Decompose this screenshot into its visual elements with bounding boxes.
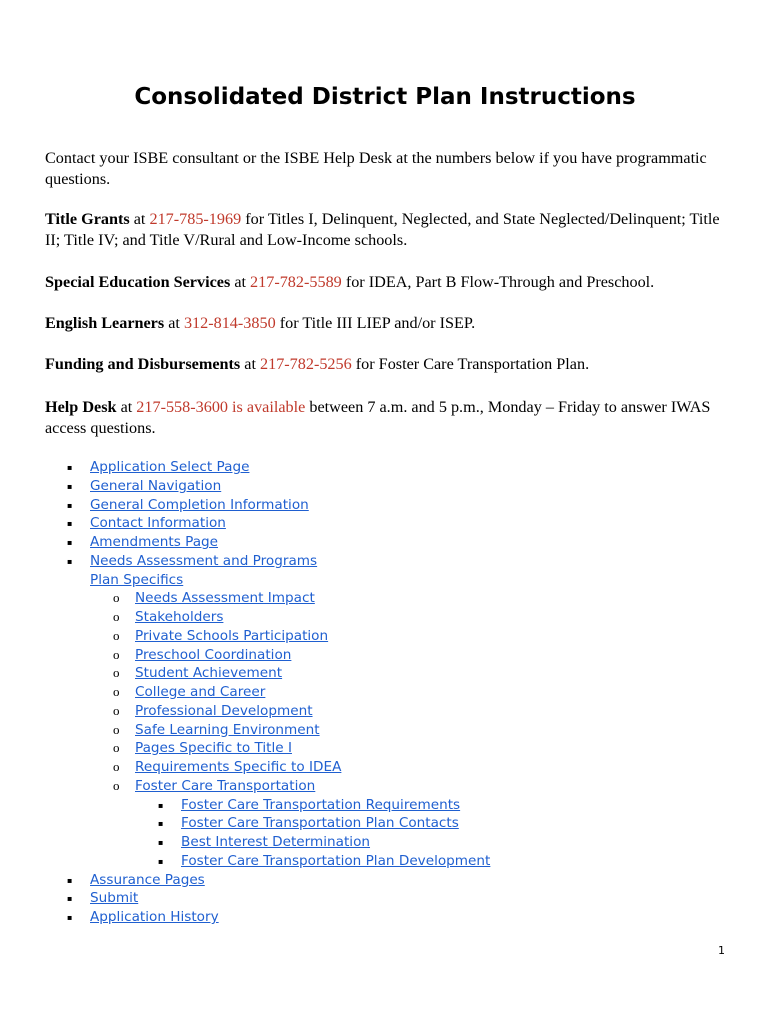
funding-at: at xyxy=(240,355,260,373)
square-bullet-icon: ▪ xyxy=(67,556,73,566)
circle-bullet-icon: o xyxy=(113,665,120,681)
square-bullet-icon: ▪ xyxy=(158,819,164,829)
link-assurance-pages[interactable]: Assurance Pages xyxy=(90,871,205,888)
link-preschool-coordination[interactable]: Preschool Coordination xyxy=(135,646,292,663)
list-item xyxy=(0,608,770,627)
circle-bullet-icon: o xyxy=(113,777,120,793)
link-general-completion-information[interactable]: General Completion Information xyxy=(90,496,309,513)
list-item xyxy=(0,721,770,740)
list-item xyxy=(0,664,770,683)
helpdesk-at: at xyxy=(116,398,137,416)
link-professional-development[interactable]: Professional Development xyxy=(135,702,313,719)
sped-phone: 217-782-5589 xyxy=(250,273,342,291)
sped-paragraph xyxy=(45,272,735,293)
helpdesk-label: Help Desk xyxy=(45,398,117,416)
list-item xyxy=(0,571,770,590)
circle-bullet-icon: o xyxy=(113,702,120,718)
link-student-achievement[interactable]: Student Achievement xyxy=(135,665,283,682)
list-item xyxy=(0,552,770,571)
square-bullet-icon: ▪ xyxy=(158,838,164,847)
funding-label: Funding and Disbursements xyxy=(45,355,241,373)
square-bullet-icon: ▪ xyxy=(67,538,73,547)
list-item xyxy=(0,646,770,665)
page-title: Consolidated District Plan Instructions xyxy=(134,84,636,110)
link-application-select-page[interactable]: Application Select Page xyxy=(90,459,250,475)
list-item xyxy=(0,477,770,496)
circle-bullet-icon: o xyxy=(113,627,120,643)
link-foster-care-transportation-requirements[interactable]: Foster Care Transportation Requirements xyxy=(181,796,461,813)
title-grants-desc: for Titles I, Delinquent, Neglected, and State Neglected/Delinquent; Title II; Title IV; and Title V/Rural and Low-Income schools. xyxy=(45,210,720,249)
list-item xyxy=(0,589,770,608)
list-item xyxy=(0,777,770,796)
link-application-history[interactable]: Application History xyxy=(90,909,219,925)
link-requirements-specific-to-idea[interactable]: Requirements Specific to IDEA xyxy=(135,759,342,775)
list-item xyxy=(0,458,770,477)
circle-bullet-icon: o xyxy=(113,609,120,624)
square-bullet-icon: ▪ xyxy=(67,481,73,491)
table-of-contents xyxy=(0,458,770,927)
list-item xyxy=(0,796,770,815)
list-item xyxy=(0,496,770,515)
el-at: at xyxy=(164,314,184,332)
list-item xyxy=(0,758,770,777)
list-item xyxy=(0,814,770,833)
funding-paragraph xyxy=(45,354,735,375)
link-contact-information[interactable]: Contact Information xyxy=(90,515,226,532)
link-general-navigation[interactable]: General Navigation xyxy=(90,477,222,494)
list-item xyxy=(0,739,770,758)
title-grants-paragraph xyxy=(45,209,735,251)
page-number: 1 xyxy=(718,944,725,957)
link-foster-care-transportation[interactable]: Foster Care Transportation xyxy=(135,777,316,794)
list-item xyxy=(0,889,770,908)
list-item xyxy=(0,702,770,721)
title-grants-phone: 217-785-1969 xyxy=(149,210,242,228)
intro-paragraph: Contact your ISBE consultant or the ISBE Help Desk at the numbers below if you have programmatic questions. xyxy=(45,149,707,188)
helpdesk-phone: 217-558-3600 is available xyxy=(136,398,306,416)
list-item xyxy=(0,833,770,852)
list-item xyxy=(0,871,770,890)
link-safe-learning-environment[interactable]: Safe Learning Environment xyxy=(135,721,320,738)
sped-at: at xyxy=(230,273,251,291)
square-bullet-icon: ▪ xyxy=(67,519,73,529)
link-best-interest-determination[interactable]: Best Interest Determination xyxy=(181,834,371,850)
link-stakeholders[interactable]: Stakeholders xyxy=(135,609,224,625)
square-bullet-icon: ▪ xyxy=(67,913,73,922)
square-bullet-icon: ▪ xyxy=(67,463,73,472)
link-pages-specific-to-title-i[interactable]: Pages Specific to Title I xyxy=(135,740,292,757)
link-amendments-page[interactable]: Amendments Page xyxy=(90,534,219,550)
title-grants-at: at xyxy=(129,210,150,228)
circle-bullet-icon: o xyxy=(113,721,120,737)
circle-bullet-icon: o xyxy=(113,590,120,606)
circle-bullet-icon: o xyxy=(113,684,120,699)
square-bullet-icon: ▪ xyxy=(158,800,164,810)
link-private-schools-participation[interactable]: Private Schools Participation xyxy=(135,627,329,644)
list-item xyxy=(0,852,770,871)
title-grants-label: Title Grants xyxy=(45,210,130,228)
funding-phone: 217-782-5256 xyxy=(260,355,352,373)
circle-bullet-icon: o xyxy=(113,759,120,774)
circle-bullet-icon: o xyxy=(113,646,120,662)
list-item xyxy=(0,533,770,552)
el-label: English Learners xyxy=(45,314,165,332)
link-foster-care-transportation-plan-contacts[interactable]: Foster Care Transportation Plan Contacts xyxy=(181,815,459,832)
helpdesk-paragraph xyxy=(45,397,735,439)
square-bullet-icon: ▪ xyxy=(67,894,73,904)
helpdesk-desc: between 7 a.m. and 5 p.m., Monday – Friday to answer IWAS access questions. xyxy=(45,398,711,437)
link-college-and-career[interactable]: College and Career xyxy=(135,684,266,700)
funding-desc: for Foster Care Transportation Plan. xyxy=(351,355,590,373)
sped-desc: for IDEA, Part B Flow-Through and Preschool. xyxy=(341,273,655,291)
square-bullet-icon: ▪ xyxy=(158,856,164,866)
link-foster-care-transportation-plan-development[interactable]: Foster Care Transportation Plan Development xyxy=(181,852,491,869)
el-desc: for Title III LIEP and/or ISEP. xyxy=(275,314,476,332)
el-phone: 312-814-3850 xyxy=(183,314,276,332)
square-bullet-icon: ▪ xyxy=(67,500,73,510)
link-needs-assessment-and-programs[interactable]: Needs Assessment and Programs xyxy=(90,552,318,569)
sped-label: Special Education Services xyxy=(45,273,231,291)
list-item xyxy=(0,908,770,927)
link-submit[interactable]: Submit xyxy=(90,890,139,907)
el-paragraph xyxy=(45,313,735,334)
link-plan-specifics[interactable]: Plan Specifics xyxy=(90,571,184,588)
list-item xyxy=(0,627,770,646)
circle-bullet-icon: o xyxy=(113,740,120,756)
list-item xyxy=(0,683,770,702)
square-bullet-icon: ▪ xyxy=(67,875,73,885)
link-needs-assessment-impact[interactable]: Needs Assessment Impact xyxy=(135,590,315,607)
list-item xyxy=(0,514,770,533)
